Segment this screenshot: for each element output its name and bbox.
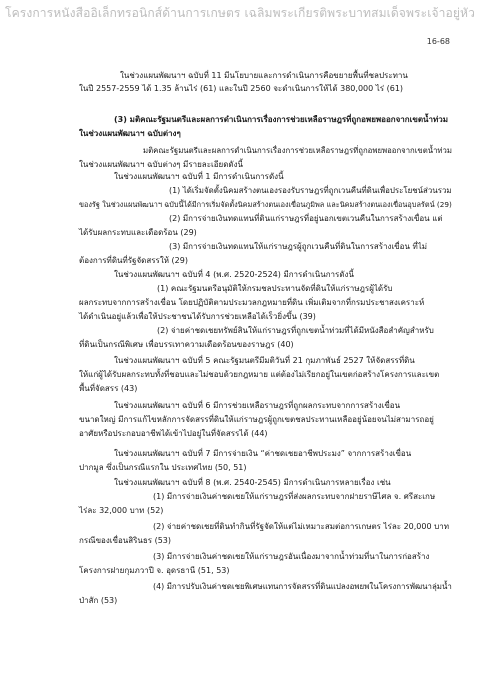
text-line: ผลกระทบจากการสร้างเขื่อน โดยปฏิบัติตามประมวลกฎหมายที่ดิน เพิ่มเติมจากที่กรมประชาสงเคราะห์ — [79, 298, 425, 307]
section-heading: (3) มติคณะรัฐมนตรีและผลการดำเนินการเรื่องการช่วยเหลือราษฎรที่ถูกอพยพออกจากเขตน้ำท่วม — [114, 115, 449, 124]
text-line: ในช่วงแผนพัฒนาฯ ฉบับที่ 6 มีการช่วยเหลือราษฎรที่ถูกผลกระทบจากการสร้างเขื่อน — [114, 401, 401, 410]
text-line: ให้แก่ผู้ได้รับผลกระทบทั้งที่ชอบและไม่ชอบด้วยกฎหมาย แต่ต้องไม่เรียกอยู่ในเขตก่อสร้างโครงการและเขต — [79, 370, 440, 379]
page-header: โครงการหนังสืออิเล็กทรอนิกส์ด้านการเกษตร เฉลิมพระเกียรติพระบาทสมเด็จพระเจ้าอยู่หัว — [5, 6, 475, 20]
text-line: ในช่วงแผนพัฒนาฯ ฉบับที่ 5 คณะรัฐมนตรีมีมติวันที่ 21 กุมภาพันธ์ 2527 ให้จัดสรรที่ดิน — [114, 356, 415, 365]
text-line: (2) จ่ายค่าชดเชยทรัพย์สินให้แก่ราษฎรที่ถูกเขตน้ำท่วมที่ได้มีหนังสือสำคัญสำหรับ — [157, 326, 434, 335]
text-line: ปากมูล ซึ่งเป็นกรณีแรกใน ประเทศไทย (50, 51) — [79, 463, 247, 472]
text-line: ในช่วงแผนพัฒนาฯ ฉบับต่างๆ มีรายละเอียดดังนี้ — [79, 160, 243, 169]
text-line: ไร่ละ 32,000 บาท (52) — [79, 506, 164, 515]
text-line: อาศัยหรือประกอบอาชีพได้เข้าไปอยู่ในที่จัดสรรได้ (44) — [79, 429, 268, 438]
text-line: (2) มีการจ่ายเงินทดแทนที่ดินแก่ราษฎรที่อยู่นอกเขตเวนคืนในการสร้างเขื่อน แต่ — [169, 214, 443, 223]
text-line: (3) มีการจ่ายเงินค่าชดเชยให้แก่ราษฎรอันเนื่องมาจากน้ำท่วมที่นาในการก่อสร้าง — [153, 552, 430, 561]
text-line: ต้องการที่ดินที่รัฐจัดสรรให้ (29) — [79, 256, 188, 265]
section-heading: ในช่วงแผนพัฒนาฯ ฉบับต่างๆ — [79, 129, 181, 138]
text-line: มติคณะรัฐมนตรีและผลการดำเนินการเรื่องการช่วยเหลือราษฎรที่ถูกอพยพออกจากเขตน้ำท่วม — [143, 146, 453, 155]
text-line: ในปี 2557-2559 ได้ 1.35 ล้านไร่ (61) และในปี 2560 จะดำเนินการให้ได้ 380,000 ไร่ (61) — [79, 84, 404, 93]
text-line: (1) คณะรัฐมนตรีอนุมัติให้กรมชลประทานจัดที่ดินให้แก่ราษฎรผู้ได้รับ — [157, 284, 393, 293]
text-line: (1) มีการจ่ายเงินค่าชดเชยให้แก่ราษฎรที่ส่งผลกระทบจากฝายราษีไศล จ. ศรีสะเกษ — [153, 492, 436, 501]
text-line: (4) มีการปรับเงินค่าชดเชยพิเศษแทนการจัดสรรที่ดินแปลงอพยพในโครงการพัฒนาลุ่มน้ำ — [153, 582, 452, 591]
text-line: ของรัฐ ในช่วงแผนพัฒนาฯ ฉบับนี้ได้มีการเริ่มจัดตั้งนิคมสร้างตนเองเขื่อนภูมิพล และนิคมสร้างตนเองเขื่อนอุบลรัตน์ (29) — [79, 200, 452, 209]
text-line: ป่าสัก (53) — [79, 596, 118, 605]
text-line: ได้รับผลกระทบและเดือดร้อน (29) — [79, 228, 197, 237]
text-line: ที่ดินเป็นกรณีพิเศษ เพื่อบรรเทาความเดือดร้อนของราษฎร (40) — [79, 340, 294, 349]
text-line: ในช่วงแผนพัฒนาฯ ฉบับที่ 11 มีนโยบายและการดำเนินการคือขยายพื้นที่ชลประทาน — [120, 71, 408, 80]
text-line: ในช่วงแผนพัฒนาฯ ฉบับที่ 1 มีการดำเนินการดังนี้ — [114, 172, 284, 181]
text-line: (1) ได้เริ่มจัดตั้งนิคมสร้างตนเองรองรับราษฎรที่ถูกเวนคืนที่ดินเพื่อประโยชน์ส่วนรวม — [169, 186, 452, 195]
text-line: ในช่วงแผนพัฒนาฯ ฉบับที่ 7 มีการจ่ายเงิน “ค่าชดเชยอาชีพประมง” จากการสร้างเขื่อน — [114, 449, 412, 458]
text-line: ได้ดำเนินอยู่แล้วเพื่อให้ประชาชนได้รับการช่วยเหลือได้เร็วยิ่งขึ้น (39) — [79, 312, 316, 321]
text-line: (2) จ่ายค่าชดเชยที่ดินทำกินที่รัฐจัดให้แต่ไม่เหมาะสมต่อการเกษตร ไร่ละ 20,000 บาท — [153, 522, 449, 531]
page-number: 16-68 — [426, 37, 450, 46]
text-line: ในช่วงแผนพัฒนาฯ ฉบับที่ 4 (พ.ศ. 2520-2524) มีการดำเนินการดังนี้ — [114, 270, 354, 279]
text-line: (3) มีการจ่ายเงินทดแทนให้แก่ราษฎรผู้ถูกเวนคืนที่ดินในการสร้างเขื่อน ที่ไม่ — [169, 242, 428, 251]
text-line: กรณีของเขื่อนสิรินธร (53) — [79, 536, 172, 545]
text-line: ขนาดใหญ่ มีการแก้ไขหลักการจัดสรรที่ดินให้แก่ราษฎรผู้ถูกเขตชลประทานเหลืออยู่น้อยจนไม่สามารถอยู่ — [79, 415, 434, 424]
text-line: พื้นที่จัดสรร (43) — [79, 384, 138, 393]
text-line: โครงการฝายกุมภวาปี จ. อุดรธานี (51, 53) — [79, 566, 230, 575]
text-line: ในช่วงแผนพัฒนาฯ ฉบับที่ 8 (พ.ศ. 2540-2545) มีการดำเนินการหลายเรื่อง เช่น — [114, 478, 391, 487]
